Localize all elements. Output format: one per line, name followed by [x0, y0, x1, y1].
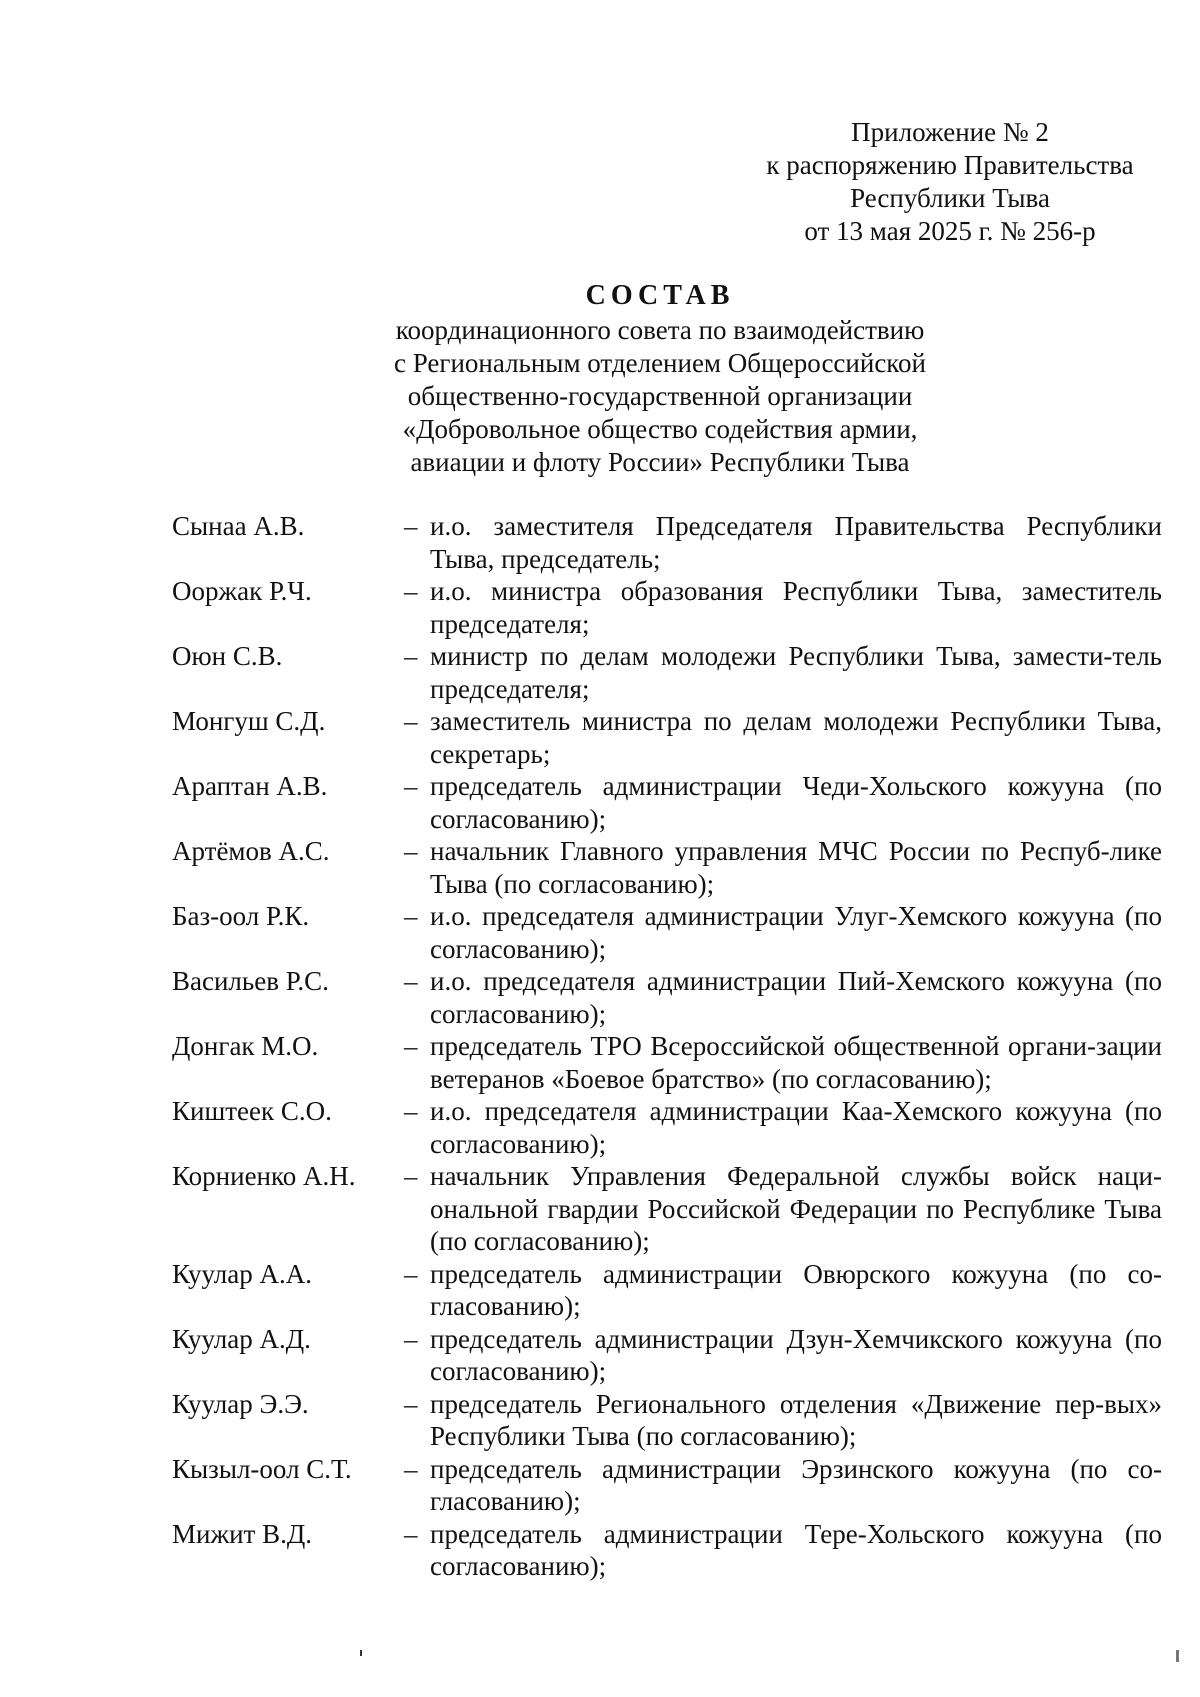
member-dash: – [404, 1323, 418, 1354]
appendix-line: Приложение № 2 [851, 117, 1049, 147]
appendix-line: Республики Тыва [850, 183, 1050, 213]
member-row [172, 510, 1162, 575]
member-dash: – [404, 1161, 418, 1191]
member-row [172, 575, 1162, 640]
member-dash: – [404, 511, 418, 541]
document-title: СОСТАВ [585, 280, 735, 311]
member-role: председатель ТРО Всероссийской общественной органи-зации ветеранов «Боевое братство» (по согласованию); [430, 1031, 1162, 1094]
member-role: и.о. председателя администрации Каа-Хемского кожууна (по согласованию); [430, 1096, 1162, 1159]
subtitle-line: «Добровольное общество содействия армии, [402, 414, 918, 444]
member-name: Мижит В.Д. [172, 1518, 313, 1549]
member-role: начальник Управления Федеральной службы войск наци-ональной гвардии Российской Федерации по Республике Тыва (по согласованию); [430, 1161, 1162, 1256]
appendix-line: от 13 мая 2025 г. № 256-р [804, 216, 1096, 246]
member-name: Ооржак Р.Ч. [172, 576, 312, 606]
member-role: и.о. председателя администрации Улуг-Хемского кожууна (по согласованию); [430, 901, 1162, 964]
member-name: Куулар А.А. [172, 1258, 312, 1289]
member-row [172, 1518, 1162, 1583]
member-row [172, 1258, 1162, 1323]
member-name: Киштеек С.О. [172, 1096, 332, 1126]
subtitle-line: координационного совета по взаимодействию [395, 315, 925, 345]
member-row [172, 1388, 1162, 1453]
title-block [300, 278, 1020, 479]
member-role: председатель администрации Эрзинского кожууна (по со-гласованию); [430, 1453, 1162, 1516]
member-dash: – [404, 641, 418, 671]
member-row [172, 705, 1162, 770]
member-dash: – [404, 1031, 418, 1061]
member-name: Сынаа А.В. [172, 511, 305, 541]
member-row [172, 1095, 1162, 1160]
member-role: заместитель министра по делам молодежи Республики Тыва, секретарь; [430, 706, 1162, 769]
subtitle-line: с Региональным отделением Общероссийской [394, 348, 926, 378]
member-row [172, 835, 1162, 900]
member-role: министр по делам молодежи Республики Тыва, замести-тель председателя; [430, 641, 1162, 704]
subtitle-line: общественно-государственной организации [407, 381, 913, 411]
appendix-line: к распоряжению Правительства [766, 150, 1134, 180]
member-dash: – [404, 901, 418, 931]
member-dash: – [404, 836, 418, 866]
member-dash: – [404, 1388, 418, 1419]
member-row [172, 965, 1162, 1030]
member-role: председатель администрации Тере-Хольского кожууна (по согласованию); [430, 1518, 1162, 1581]
scan-speck [360, 1650, 362, 1656]
member-dash: – [404, 706, 418, 736]
member-name: Куулар А.Д. [172, 1323, 311, 1354]
appendix-header [740, 116, 1160, 248]
member-dash: – [404, 1096, 418, 1126]
member-row [172, 1323, 1162, 1388]
member-row [172, 640, 1162, 705]
subtitle-line: авиации и флоту России» Республики Тыва [410, 447, 910, 477]
members-list [172, 510, 1162, 1583]
member-name: Васильев Р.С. [172, 966, 329, 996]
member-row [172, 770, 1162, 835]
scan-speck [1176, 1650, 1179, 1662]
member-name: Корниенко А.Н. [172, 1161, 356, 1191]
member-dash: – [404, 576, 418, 606]
member-name: Араптан А.В. [172, 771, 328, 801]
member-dash: – [404, 966, 418, 996]
member-name: Кызыл-оол С.Т. [172, 1453, 352, 1484]
member-role: и.о. заместителя Председателя Правительства Республики Тыва, председатель; [430, 511, 1162, 574]
member-row [172, 1030, 1162, 1095]
member-dash: – [404, 1453, 418, 1484]
member-dash: – [404, 1258, 418, 1289]
member-dash: – [404, 1518, 418, 1549]
member-name: Баз-оол Р.К. [172, 901, 310, 931]
member-role: начальник Главного управления МЧС России по Респуб-лике Тыва (по согласованию); [430, 836, 1162, 899]
member-row [172, 900, 1162, 965]
member-role: председатель администрации Овюрского кожууна (по со-гласованию); [430, 1258, 1162, 1321]
member-row [172, 1160, 1162, 1258]
member-role: председатель администрации Чеди-Хольского кожууна (по согласованию); [430, 771, 1162, 834]
member-name: Монгуш С.Д. [172, 706, 326, 736]
member-dash: – [404, 771, 418, 801]
member-role: председатель администрации Дзун-Хемчикского кожууна (по согласованию); [430, 1323, 1162, 1386]
member-row [172, 1453, 1162, 1518]
member-name: Артёмов А.С. [172, 836, 330, 866]
member-role: и.о. министра образования Республики Тыва, заместитель председателя; [430, 576, 1162, 639]
member-role: председатель Регионального отделения «Движение пер-вых» Республики Тыва (по согласованию); [430, 1388, 1162, 1451]
member-name: Куулар Э.Э. [172, 1388, 309, 1419]
member-name: Оюн С.В. [172, 641, 283, 671]
member-role: и.о. председателя администрации Пий-Хемского кожууна (по согласованию); [430, 966, 1162, 1029]
member-name: Донгак М.О. [172, 1031, 319, 1061]
